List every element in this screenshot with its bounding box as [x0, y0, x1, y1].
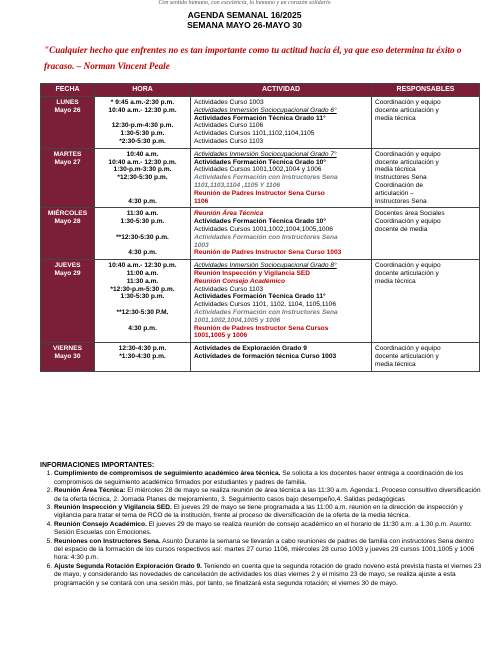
- activity-line: Actividades Curso 1003: [194, 99, 264, 106]
- responsable-line: media técnica: [375, 166, 416, 174]
- day-date: Mayo 26: [54, 106, 81, 114]
- day-cell: [41, 343, 95, 371]
- header-motto: Con sentido humano, con excelencia, lo humano y un corazón solidario: [158, 0, 331, 6]
- hours-cell: [95, 97, 191, 149]
- hour-line: 4:30 p.m.: [128, 324, 157, 332]
- activity-line: Reunión de Padres Instructor Sena Curso 1003: [194, 249, 342, 257]
- activity-line: Actividades Curso 1103: [194, 285, 264, 293]
- hour-line: [98, 242, 187, 250]
- responsable-line: Coordinación y equipo: [375, 99, 441, 106]
- table-row: [41, 97, 480, 149]
- info-item-text: Se solicita a los docentes hacer entrega a coordinación de los compromisos de seguimiento académico firmados por estudiantes y padres de familia.: [54, 470, 464, 486]
- hour-line: *2:30-5:30 p.m.: [119, 137, 166, 145]
- day-name: MARTES: [53, 150, 82, 158]
- info-item: [54, 563, 482, 588]
- activity-line: Actividades Formación Técnica Grado 11°: [194, 293, 326, 301]
- hour-line: [98, 301, 187, 309]
- table-header-row: [41, 84, 480, 97]
- hour-line: 10:40 a.m.: [126, 150, 159, 158]
- responsable-line: Coordinación de: [375, 181, 424, 189]
- hour-line: 10:40 a.m.- 12:30 p.m.: [108, 158, 177, 166]
- table-row: [41, 148, 480, 208]
- header-responsables: RESPONSABLES: [372, 84, 480, 97]
- info-item: [54, 521, 482, 538]
- activities-cell: [191, 260, 372, 343]
- activity-line: Actividades Formación Técnica Grado 10°: [194, 218, 326, 226]
- info-list: [40, 470, 482, 588]
- day-date: Mayo 28: [54, 218, 81, 226]
- info-item-lead: Ajuste Segunda Rotación Exploración Grado 9.: [54, 562, 203, 570]
- info-item: [54, 470, 482, 487]
- responsable-line: Coordinación y equipo: [375, 218, 441, 226]
- hour-line: * 9:45 a.m.-2:30 p.m.: [110, 99, 175, 106]
- responsable-line: docente articulación y: [375, 106, 439, 114]
- responsable-line: Coordinación y equipo: [375, 150, 441, 158]
- info-item-lead: Reunión Consejo Académico.: [54, 520, 147, 528]
- hours-cell: [95, 208, 191, 260]
- responsable-line: docente de media: [375, 225, 428, 233]
- hour-line: 1:30-5:30 p.m.: [120, 218, 165, 226]
- hour-line: **12:30-5:30 p.m.: [116, 233, 169, 241]
- activity-line: Actividades Formación con Instructores Sena: [194, 174, 338, 182]
- hour-line: *12:30-p.m-5:30 p.m.: [110, 285, 175, 293]
- hour-line: **12:30-5:30 P.M.: [116, 308, 169, 316]
- info-item-text: El jueves 29 de mayo se tiene programada a las 11:00 a.m. reunión en la dirección de inspección y vigilancia para tratar el tema de RCO de la institución, frente al proceso de diversificación de la oferta de la media técnica.: [54, 504, 463, 520]
- day-cell: [41, 260, 95, 343]
- responsable-line: Coordinación y equipo: [375, 262, 441, 270]
- info-item: [54, 504, 482, 521]
- activity-line: Reunión Inspección y Vigilancia SED: [194, 269, 311, 277]
- activity-line: Actividades Formación Técnica Grado 10°: [194, 158, 326, 166]
- activity-line: Actividades Cursos 1101, 1102, 1104, 1105,1106: [194, 301, 336, 309]
- hour-line: [98, 226, 187, 234]
- hour-line: 10:40 a.m.- 12:30 p.m.: [108, 262, 177, 270]
- hour-line: 1:30-p.m-3:30 p.m.: [113, 166, 172, 174]
- quote: "Cualquier hecho que enfrentes no es tan importante como tu actitud hacia él, ya que eso determina tu éxito o fracaso. – Norman Vincent Peale: [44, 45, 462, 71]
- agenda-table: [40, 83, 480, 372]
- hour-line: 12:30-4:30 p.m.: [118, 345, 167, 353]
- info-item-lead: Reuniones con Instructores Sena.: [54, 537, 161, 545]
- hour-line: 10:40 a.m.- 12:30 p.m.: [108, 106, 177, 114]
- responsable-line: media técnica: [375, 114, 416, 122]
- info-item-lead: Reunión Inspección y Vigilancia SED.: [54, 504, 172, 512]
- info-item-lead: Cumplimiento de compromisos de seguimiento académico área técnica.: [54, 470, 281, 478]
- info-item-text: Teniendo en cuenta que la segunda rotación de grado noveno está prevista hasta el viernes 23 de mayo, y considerando las novedades de cancelación de actividades los días viernes 2 y el mismo 23 de mayo, se realiza ajuste a esta programación y se contará con una sesión más, por tanto, se finalizará esta segunda rotación; el viernes 30 de mayo.: [54, 562, 482, 587]
- hours-cell: [95, 260, 191, 343]
- activity-line: Reunión de Padres Instructor Sena Curso: [194, 189, 325, 197]
- activity-line: Actividades Cursos 1101,1102,1104,1105: [194, 130, 315, 138]
- hour-line: [98, 317, 187, 325]
- hour-line: 1:30-5:30 p.m.: [120, 130, 165, 138]
- hour-line: [98, 182, 187, 190]
- table-row: [41, 208, 480, 260]
- header-actividad: ACTIVIDAD: [191, 84, 372, 97]
- info-item-text: Asunto Durante la semana se llevarán a cabo reuniones de padres de familia con instructores Sena dentro del espacio de la formación de los cursos respectivos así: martes 27 curso 1106, miércoles 28 curso 1003 y jueves 29 cursos 1001,1005 y 1006 hora: 4:30 p.m.: [54, 537, 475, 562]
- day-name: VIERNES: [53, 345, 82, 353]
- activity-line: 1003: [194, 241, 209, 249]
- responsables-cell: [372, 343, 480, 371]
- responsables-cell: [372, 148, 480, 208]
- day-name: MIÉRCOLES: [47, 210, 88, 218]
- hour-line: 4:30 p.m.: [128, 197, 157, 205]
- responsable-line: Instructores Sena: [375, 174, 427, 182]
- activity-line: Actividades Curso 1106: [194, 122, 264, 130]
- activity-line: 1001,1005 y 1006: [194, 332, 248, 340]
- activity-line: 1001,1002,1004,1005 y 1006: [194, 316, 281, 324]
- hour-line: [98, 190, 187, 198]
- activities-cell: [191, 148, 372, 208]
- info-item-text: El miércoles 28 de mayo se realiza reunión de área técnica a las 11:30 a.m. Agenda:1. Proceso consultivo diversificación de la oferta técnica, 2. Jornada Planes de mejoramiento, 3. Seguimiento casos bajo desempeño,4. Salidas pedagógicas: [54, 487, 481, 503]
- activity-line: Actividades Inmersión Sociocupacional Grado 8°: [194, 262, 337, 270]
- hour-line: [98, 115, 187, 123]
- responsable-line: media técnica: [375, 360, 416, 368]
- activity-line: Actividades Formación Técnica Grado 11°: [194, 114, 326, 122]
- info-item-text: El jueves 29 de mayo se realiza reunión de consejo académico en el horario de 11:30 a.m. a 1.30 p.m. Asunto: Sesión Escuelas con Emociones.: [54, 520, 472, 537]
- responsable-line: articulación –: [375, 189, 414, 197]
- responsables-cell: [372, 260, 480, 343]
- activity-line: Reunión de Padres Instructor Sena Cursos: [194, 324, 329, 332]
- responsable-line: docente articulación y: [375, 352, 439, 360]
- responsable-line: Docentes área Sociales: [375, 210, 445, 218]
- table-row: [41, 260, 480, 343]
- day-date: Mayo 29: [54, 269, 81, 277]
- day-cell: [41, 208, 95, 260]
- activity-line: Actividades Curso 1103: [194, 137, 264, 145]
- activities-cell: [191, 208, 372, 260]
- page-subtitle: SEMANA MAYO 26-MAYO 30: [187, 20, 302, 30]
- activity-line: Reunión Consejo Académico: [194, 277, 285, 285]
- page-title: AGENDA SEMANAL 16/2025: [187, 10, 302, 20]
- info-heading: INFORMACIONES IMPORTANTES:: [40, 462, 155, 469]
- responsable-line: docente articulación y: [375, 269, 439, 277]
- hour-line: 11:30 a.m.: [126, 210, 159, 218]
- day-cell: [41, 148, 95, 208]
- info-item: [54, 538, 482, 563]
- important-info: [40, 462, 482, 588]
- activity-line: Actividades de formación técnica Curso 1003: [194, 352, 337, 360]
- activity-line: 1106: [194, 197, 209, 205]
- hour-line: 1:30-5:30 p.m.: [120, 293, 165, 301]
- hour-line: 11:00 a.m.: [126, 269, 159, 277]
- responsables-cell: [372, 97, 480, 149]
- hour-line: 11:30 a.m.: [126, 277, 159, 285]
- table-row: [41, 343, 480, 371]
- activity-line: Actividades de Exploración Grado 9: [194, 345, 307, 353]
- responsable-line: docente articulación y: [375, 158, 439, 166]
- activity-line: Actividades Cursos 1001,1002,1004,1005,1006: [194, 225, 333, 233]
- responsable-line: Coordinación y equipo: [375, 345, 441, 353]
- activity-line: Actividades Cursos 1001,1002,1004 y 1006: [194, 166, 322, 174]
- info-item-lead: Reunión Área Técnica:: [54, 487, 126, 495]
- day-name: LUNES: [56, 99, 79, 106]
- activity-line: 1101,1103,1104 ,1105 Y 1106: [194, 181, 281, 189]
- activity-line: Actividades Inmersión Sociocupacional Grado 6°: [194, 106, 337, 114]
- activity-line: Actividades Formación con Instructores Sena: [194, 308, 338, 316]
- hour-line: 4:30 p.m.: [128, 249, 157, 257]
- activity-line: Actividades Inmersión Sociocupacional Grado 7°: [194, 150, 337, 158]
- day-date: Mayo 30: [54, 352, 81, 360]
- day-cell: [41, 97, 95, 149]
- responsable-line: Instructores Sena: [375, 197, 427, 205]
- hour-line: 12:30-p.m-4:30 p.m.: [111, 122, 174, 130]
- hour-line: *1:30-4:30 p.m.: [119, 352, 166, 360]
- header-hora: HORA: [95, 84, 191, 97]
- agenda-body: [41, 97, 480, 372]
- hours-cell: [95, 343, 191, 371]
- responsable-line: media técnica: [375, 277, 416, 285]
- activity-line: Actividades Formación con Instructores Sena: [194, 233, 338, 241]
- activities-cell: [191, 343, 372, 371]
- day-date: Mayo 27: [54, 158, 81, 166]
- header-fecha: FECHA: [41, 84, 95, 97]
- hours-cell: [95, 148, 191, 208]
- hour-line: *12:30-5:30 p.m.: [117, 174, 168, 182]
- activity-line: Reunión Área Técnica: [194, 210, 264, 218]
- activities-cell: [191, 97, 372, 149]
- day-name: JUEVES: [54, 262, 81, 270]
- info-item: [54, 487, 482, 504]
- responsables-cell: [372, 208, 480, 260]
